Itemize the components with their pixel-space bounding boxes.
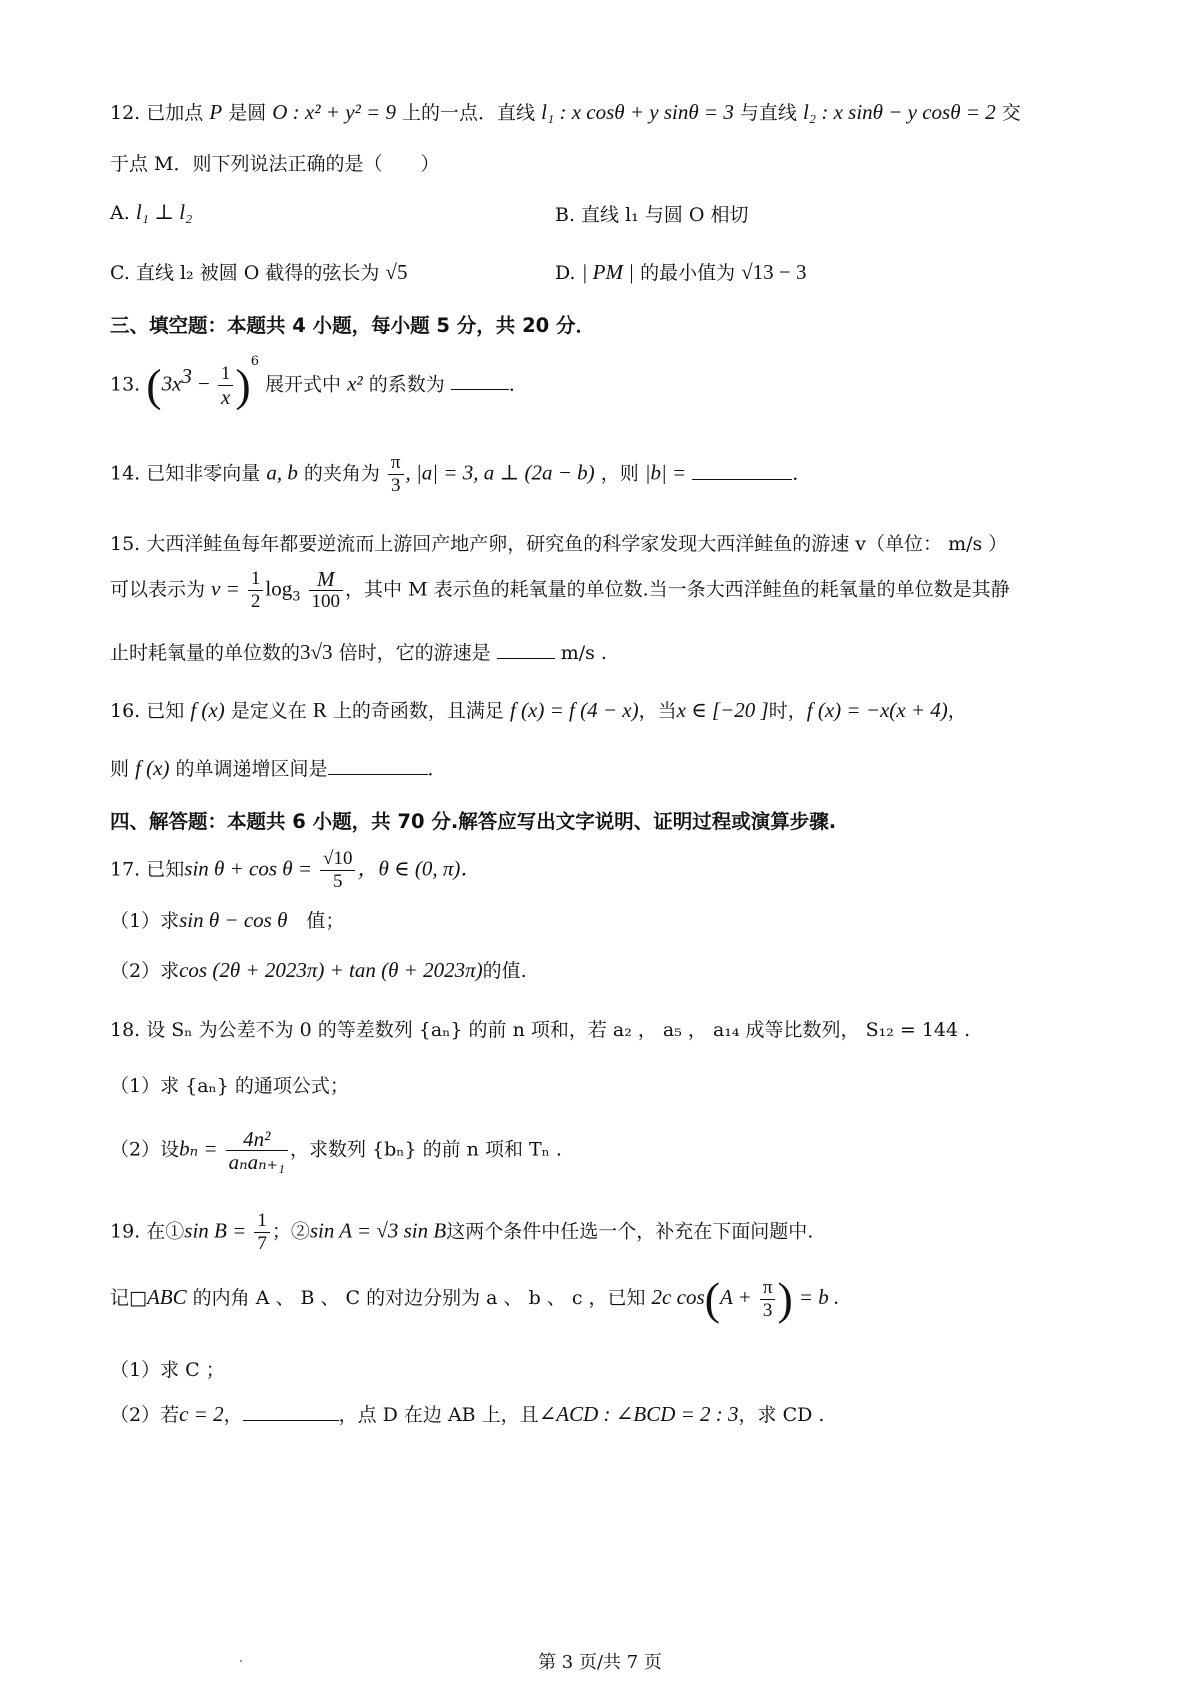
q16-prefix: 16. 已知	[110, 700, 185, 722]
q19-eq-a: A +	[719, 1285, 752, 1309]
q13-exp: 3	[181, 364, 192, 388]
q19-condition1: sin B =	[184, 1218, 247, 1243]
q13	[110, 354, 1110, 422]
q12-circle-eq: O : x² + y² = 9	[272, 100, 396, 124]
q12-text4: 交	[1001, 102, 1021, 124]
q15-log: log	[265, 576, 293, 601]
q19-p2-end: ，求 CD .	[738, 1404, 825, 1426]
q19-condition2: sin A = √3 sin B	[309, 1218, 447, 1243]
q18-p2-suffix: ，求数列 {bₙ} 的前 n 项和 Tₙ .	[290, 1138, 562, 1161]
q19-pi-fraction	[760, 1277, 776, 1322]
q17-frac-den: 5	[333, 871, 343, 892]
q14-end: ．	[792, 462, 812, 485]
section-4-heading: 四、解答题：本题共 6 小题，共 70 分.解答应写出文字说明、证明过程或演算步骤.	[110, 810, 837, 833]
q19-mid: ；②	[271, 1220, 310, 1243]
q19-part1: （1）求 C ；	[110, 1359, 225, 1381]
q18-bn: bₙ =	[179, 1136, 218, 1161]
q19-frac-num: 1	[254, 1210, 270, 1233]
q19-part2	[110, 1400, 1110, 1429]
q12-line1	[110, 98, 1110, 127]
q16-end: ．	[427, 758, 447, 780]
q12-text: 是圆	[228, 102, 267, 124]
q18-part2	[110, 1128, 1110, 1188]
q12-l2-eq: l₂ : x sinθ − y cosθ = 2	[802, 100, 996, 124]
option-c-text: C. 直线 l₂ 被圆 O 截得的弦长为	[110, 262, 380, 284]
q15-m-fraction	[309, 568, 344, 613]
q17-prefix: 17. 已知	[110, 858, 185, 881]
q19-p2-comma: ，	[223, 1404, 243, 1426]
q19-line2	[110, 1273, 1110, 1338]
q14-text: 的夹角为	[303, 462, 380, 485]
q15-v-eq: v =	[211, 576, 240, 601]
q12-l1-eq: l₁ : x cosθ + y sinθ = 3	[541, 100, 734, 124]
q17-p1-math: sin θ − cos θ	[179, 908, 288, 932]
q16-line2-prefix: 则	[110, 758, 130, 780]
q19-eq-right: = b .	[798, 1285, 840, 1309]
q16-text4: 时，	[768, 700, 807, 722]
q14-condition: , |a| = 3, a ⊥ (2a − b)	[405, 460, 595, 485]
q16-text2: 上的奇函数，且满足	[332, 700, 504, 722]
q13-number: 13.	[110, 373, 141, 396]
q15-line3-prefix: 止时耗氧量的单位数的	[110, 642, 301, 664]
q15-line2	[110, 568, 1110, 628]
page-footer: 第 3 页/共 7 页	[538, 1652, 662, 1673]
q13-end: ．	[508, 373, 528, 396]
left-paren: (	[704, 1273, 720, 1324]
right-paren: )	[777, 1273, 793, 1324]
q15-m-den: 100	[311, 591, 341, 612]
q13-x2: x²	[347, 371, 363, 396]
q16-line2	[110, 754, 1110, 783]
option-a-label: A.	[110, 202, 130, 224]
q17-p2-label: （2）求	[110, 960, 180, 982]
q13-fraction	[218, 363, 234, 408]
q19-line2-text: 的内角 A 、 B 、 C 的对边分别为 a 、 b 、 c ，已知	[192, 1287, 646, 1309]
q12-option-a	[110, 200, 192, 225]
q19-prefix: 19. 在①	[110, 1220, 185, 1243]
q17-p1-end: 值；	[287, 910, 345, 932]
q15-line1: 15. 大西洋鲑鱼每年都要逆流而上游回产地产卵，研究鱼的科学家发现大西洋鲑鱼的游速 v（单位： m/s ）	[110, 533, 1008, 555]
q16-interval: x ∈ [−20 ]	[676, 698, 769, 722]
option-c-math: √5	[385, 260, 408, 284]
q14-frac-num: π	[388, 452, 404, 475]
option-a-math: l₁ ⊥ l₂	[135, 200, 193, 224]
q19-frac-den: 7	[257, 1233, 267, 1254]
q15-log-base: 3	[292, 589, 301, 605]
q13-power: 6	[250, 354, 259, 369]
q16-function-eq: f (x) = −x(x + 4)	[806, 698, 948, 722]
q15-m-num: M	[309, 568, 344, 591]
q16-line1	[110, 696, 1110, 725]
q15-answer-blank	[497, 640, 555, 659]
q17	[110, 848, 1110, 904]
option-d-text: 的最小值为	[640, 262, 736, 284]
q16-real: R	[312, 698, 327, 722]
q19-line1	[110, 1210, 1110, 1266]
left-paren: (	[146, 359, 162, 411]
q14-ask: |b| =	[644, 460, 687, 485]
q12-point: P	[209, 100, 223, 124]
q18-p2-prefix: （2）设	[110, 1138, 180, 1161]
q14-fraction	[388, 452, 404, 497]
q13-minus: −	[197, 371, 210, 396]
q18-fraction	[226, 1128, 288, 1173]
q12-prefix: 12. 已加点	[110, 102, 204, 124]
q19-fraction	[254, 1210, 270, 1255]
right-paren: )	[235, 359, 251, 411]
q14-then: ，则	[600, 462, 639, 485]
q17-lhs: sin θ + cos θ =	[184, 856, 312, 881]
q12-option-c	[110, 258, 407, 285]
q17-p2-end: 的值.	[482, 960, 527, 982]
q17-part1	[110, 906, 1110, 935]
q19-pi-num: π	[760, 1277, 776, 1300]
q15-suffix: ，其中 M 表示鱼的耗氧量的单位数.当一条大西洋鲑鱼的耗氧量的单位数是其静	[345, 578, 1010, 601]
q19-suffix: 这两个条件中任选一个，补充在下面问题中.	[446, 1220, 814, 1243]
q17-part2	[110, 956, 1110, 985]
q12-option-d	[555, 258, 807, 285]
q16-symmetry-eq: f (x) = f (4 − x)	[509, 698, 639, 722]
q16-line2-fx: f (x)	[135, 756, 170, 780]
q13-text: 展开式中	[265, 373, 342, 396]
q18-part1: （1）求 {aₙ} 的通项公式；	[110, 1075, 349, 1097]
q13-answer-blank	[451, 371, 509, 390]
q18-frac-num: 4n²	[226, 1128, 288, 1151]
q19-eq-left: 2c cos	[651, 1285, 705, 1309]
q12-option-b: B. 直线 l₁ 与圆 O 相切	[555, 204, 749, 226]
option-d-math2: √13 − 3	[741, 260, 807, 284]
q19-p2-mid: ，点 D 在边 AB 上，且	[338, 1404, 539, 1426]
q17-p2-math: cos (2θ + 2023π) + tan (θ + 2023π)	[179, 958, 483, 982]
q16-text5: ，	[947, 700, 967, 722]
option-d-math1: | PM |	[581, 260, 635, 284]
q19-p2-prefix: （2）若	[110, 1404, 180, 1426]
q15-half-num: 1	[248, 568, 264, 591]
q14-prefix: 14. 已知非零向量	[110, 462, 261, 485]
q13-frac-num: 1	[218, 363, 234, 386]
q12-text3: 与直线	[739, 102, 797, 124]
q12-line2: 于点 M．则下列说法正确的是（ ）	[110, 153, 440, 175]
q18-line: 18. 设 Sₙ 为公差不为 0 的等差数列 {aₙ} 的前 n 项和，若 a₂ ， a₅ ， a₁₄ 成等比数列， S₁₂ = 144 .	[110, 1019, 971, 1041]
q14-vectors: a, b	[266, 460, 298, 485]
q19-line2-prefix: 记□	[110, 1287, 147, 1309]
q17-condition: ，θ ∈ (0, π)．	[357, 856, 482, 881]
q16-answer-blank	[328, 756, 428, 775]
q19-pi-den: 3	[762, 1299, 773, 1321]
q15-half-den: 2	[250, 591, 261, 612]
q15-line3-mid: 倍时，它的游速是	[338, 642, 491, 664]
q15-prefix: 可以表示为	[110, 578, 206, 601]
option-d-label: D.	[555, 262, 582, 284]
q19-condition-blank	[243, 1402, 339, 1421]
q12-text2: 上的一点．直线	[402, 102, 536, 124]
q13-term: 3x	[161, 371, 182, 396]
q19-p2-angle: ∠ACD : ∠BCD = 2 : 3	[538, 1402, 739, 1426]
q16-text3: ，当	[638, 700, 677, 722]
q18-frac-den: aₙaₙ₊₁	[228, 1150, 285, 1174]
section-3-heading: 三、填空题：本题共 4 小题，每小题 5 分，共 20 分．	[110, 314, 596, 337]
q13-frac-den: x	[220, 384, 231, 409]
q16-fx: f (x)	[190, 698, 225, 722]
q17-fraction	[320, 848, 355, 893]
q15-ratio: 3√3	[300, 640, 333, 664]
q14-frac-den: 3	[390, 475, 401, 496]
q14-answer-blank	[692, 461, 792, 480]
q19-p2-c: c = 2	[179, 1402, 224, 1426]
q19-triangle: ABC	[146, 1285, 187, 1309]
q14	[110, 452, 1110, 512]
q15-half	[248, 568, 264, 613]
q16-line2-text: 的单调递增区间是	[175, 758, 328, 780]
q15-unit: m/s .	[560, 642, 607, 664]
q15-line3	[110, 638, 1110, 667]
q17-frac-num: √10	[320, 848, 355, 871]
q13-text2: 的系数为	[368, 373, 445, 396]
q16-text: 是定义在	[230, 700, 307, 722]
q17-p1-label: （1）求	[110, 910, 180, 932]
